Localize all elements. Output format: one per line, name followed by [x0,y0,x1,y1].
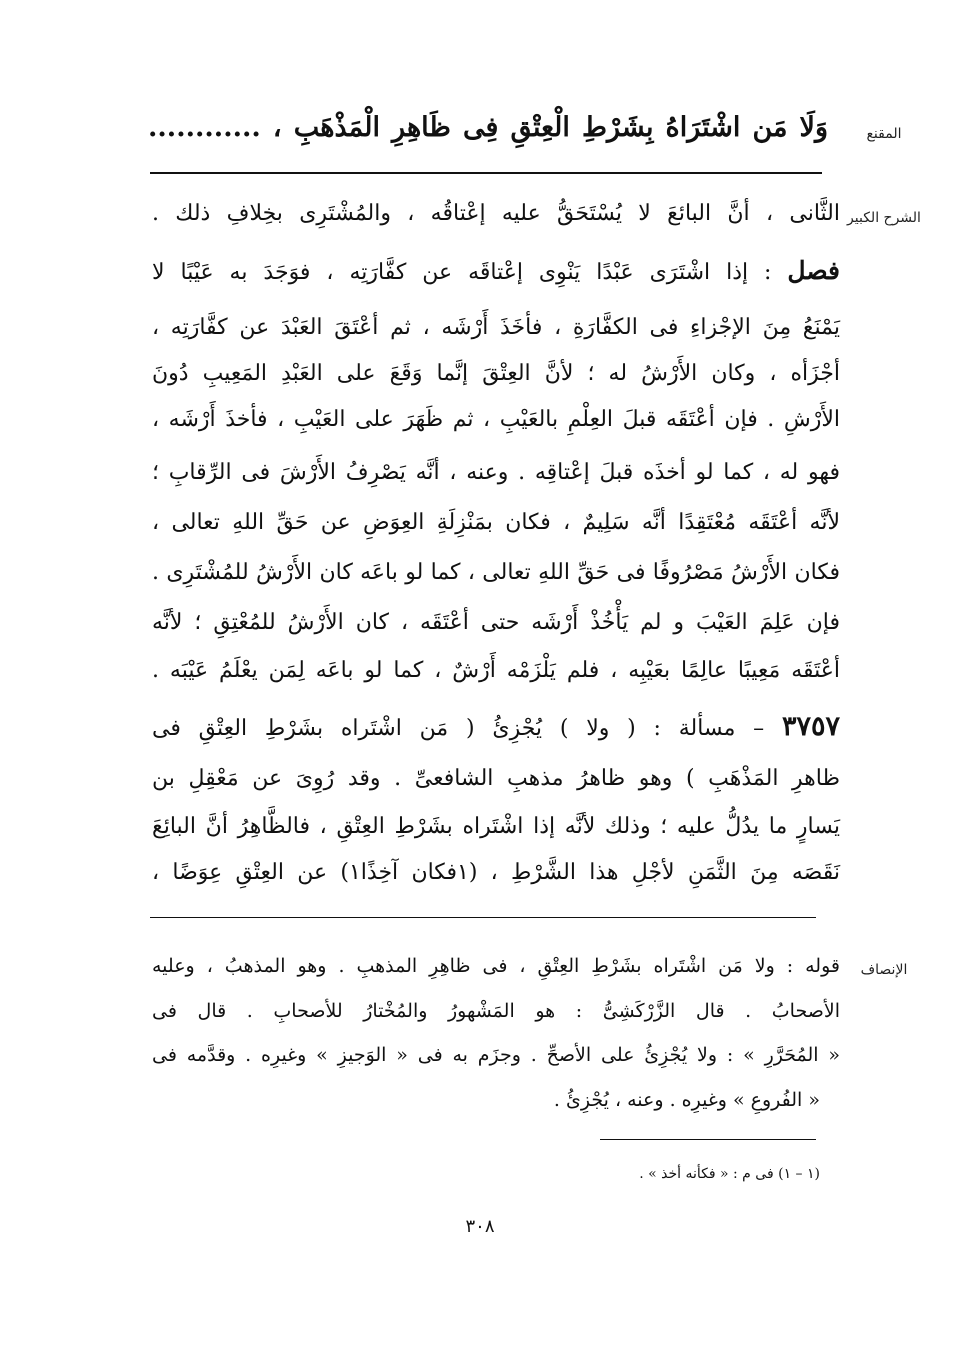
sharh-line-3: يَمْنَعُ مِنَ الإجْزاءِ فى الكفَّارَةِ ، فأخَذَ أَرْشَه ، ثم أعْتَقَ العَبْدَ عن كفَّارَتِه ، [152,315,840,340]
insaf-line-3: « المُحَرَّرِ » : ولا يُجْزِئُ على الأصحِّ . وجزَم به فى « الوَجيزِ » وغيرِه . وقدَّمه فى [152,1044,840,1066]
insaf-line-2: الأصحابُ . قال الزَّرْكَشِىُّ : هو المَشْهورُ والمُخْتارُ للأصحابِ . قال فى [152,1000,840,1022]
insaf-label: الإنصاف [860,962,908,978]
masala-line-4: نَقَصَه مِنَ الثَّمَنِ لأجْلِ هذا الشَّرْطِ ، (١فكان آخِذًا١) عن العِتْقِ عِوَضًا ، [152,860,841,885]
sharh-label: الشرح الكبير [847,210,921,226]
sharh-line-5: الأَرْشِ . فإن أعْتَقَه قبلَ العِلْمِ بالعَيْبِ ، ثم ظَهَرَ على العَيْبِ ، فأخذَ أَرْشَه ، [152,407,840,432]
sharh-line-4: أجْزَأه ، وكان الأَرْشُ له ؛ لأنَّ العِتْقَ إنَّما وَقَعَ على العَبْدِ المَعِيبِ دُونَ [152,361,840,386]
insaf-line-4: « الفُروعِ » وغيرِه . وعنه ، يُجْزِئُ . [553,1089,820,1111]
muqni-divider [150,172,822,174]
insaf-divider [150,917,816,918]
fasl-text: إذا اشْتَرَى عَبْدًا يَنْوِى إعْتاقَه عن كفَّارَتِه ، فوَجَدَ به عَيْبًا لا [152,260,749,285]
sharh-line-6: فهو له ، كما لو أخذَه قبلَ إعْتاقِه . وعنه ، أنَّه يَصْرِفُ الأَرْشَ فى الرِّقابِ ؛ [152,460,840,485]
sharh-line-2 [152,256,840,288]
masala-line-1 [152,712,840,744]
sharh-line-8: فكان الأَرْشُ مَصْرُوفًا فى حَقِّ اللهِ تعالى ، كما لو باعَه كان الأَرْشُ للمُشْتَرِى . [152,560,840,585]
masala-line-3: يَسارٍ ما يدُلُّ عليه ؛ وذلك لأنَّه إذا اشْتَراه بشَرْطِ العِتْقِ ، فالظَّاهِرُ أنَّ البائِعَ [152,814,840,839]
footnote-divider [600,1139,816,1140]
insaf-line-1: قوله : ولا مَن اشْتَراه بشَرْطِ العِتْقِ ، فى ظاهِرِ المذهبِ . وهو المذهبُ ، وعليه [152,955,840,977]
sharh-line-9: فإن عَلِمَ العَيْبَ و لم يَأْخُذْ أَرْشَه حتى أعْتَقَه ، كان الأَرْشُ للمُعْتِقِ ؛ لأنَّه [152,610,840,635]
fasl-heading: فصل [787,256,840,285]
sharh-line-10: أعْتَقَه مَعِيبًا عالِمًا بعَيْبِه ، فلم يَلْزَمْه أَرْشٌ ، كما لو باعَه لِمَن يعْلَمُ عَيْبَه . [152,658,840,683]
page-number: ٣٠٨ [465,1216,495,1237]
fasl-separator: : [748,260,788,285]
muqni-label: المقنع [866,126,902,142]
masala-line-2: ظاهرِ المَذْهَبِ ) وهو ظاهرُ مذهبِ الشافعىِّ . وقد رُوِىَ عن مَعْقِلِ بن [152,766,840,791]
footnote: (١ – ١) فى م : « فكأنه أخذ » . [639,1166,820,1182]
sharh-line-7: لأنَّه أعْتَقَه مُعْتَقِدًا أنَّه سَلِيمٌ ، فكان بمَنْزِلَةِ العِوَضِ عن حَقِّ اللهِ تعالى ، [152,510,840,535]
sharh-line-1: الثَّانى ، أنَّ البائعَ لا يُسْتَحَقُّ عليه إعْتاقُه ، والمُشْتَرِى بخِلافِ ذلك . [152,201,840,226]
masala-text: – مسألة : ( ولا ) يُجْزِئُ ( مَن اشْتَراه بشَرْطِ العِتْقِ فى [152,716,782,741]
muqni-text: وَلَا مَن اشْتَرَاهُ بِشَرْطِ الْعِتْقِ فِى ظَاهِرِ الْمَذْهَبِ ، ............ [148,112,828,143]
masala-number: ٣٧٥٧ [781,711,840,742]
